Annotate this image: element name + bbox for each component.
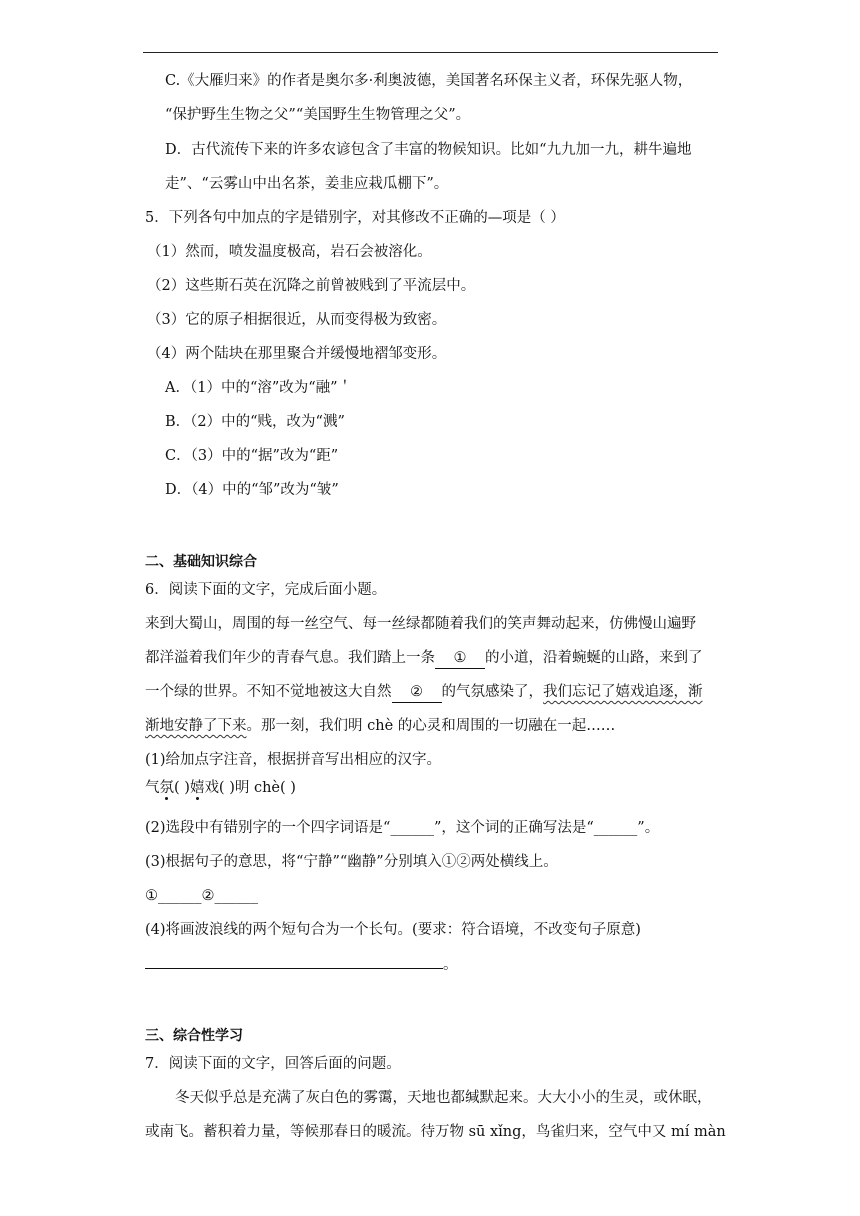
q4-option-d-line2: 走”、“云雾山中出名茶，姜韭应栽瓜棚下”。 (165, 176, 449, 192)
q6-sub4-answer (145, 954, 458, 975)
q5-sentence-3: （3）它的原子相据很近，从而变得极为致密。 (147, 312, 447, 328)
answer-end: 。 (443, 957, 458, 973)
q7-stem: 7．阅读下面的文字，回答后面的问题。 (145, 1056, 401, 1072)
q6-passage-line3 (145, 682, 703, 703)
wavy-underlined-phrase: 我们忘记了嬉戏追逐，渐 (543, 684, 703, 700)
q6-sub3: (3)根据句子的意思，将“宁静”“幽静”分别填入①②两处横线上。 (145, 854, 558, 870)
q4-option-d-line1: D．古代流传下来的许多农谚包含了丰富的物候知识。比如“九九加一九，耕牛遍地 (165, 142, 692, 158)
q6-stem: 6．阅读下面的文字，完成后面小题。 (145, 582, 387, 598)
q6-passage-line2 (145, 648, 703, 669)
q6-passage-line4 (145, 716, 615, 736)
header-rule (143, 52, 718, 53)
q6-sub1-answer-line (145, 778, 296, 798)
q5-option-a: A．（1）中的“溶”改为“融”＇ (165, 380, 353, 396)
q7-passage-line2: 或南飞。蓄积着力量，等候那春日的暖流。待万物 sū xǐng，鸟雀归来，空气中又 mí màn (145, 1124, 726, 1140)
q6-passage-line1: 来到大蜀山，周围的每一丝空气、每一丝绿都随着我们的笑声舞动起来，仿佛慢山遍野 (145, 616, 696, 632)
section-heading-3: 三、综合性学习 (145, 1028, 243, 1044)
blank-2: ② (392, 682, 442, 703)
dotted-char: 嬉 (189, 780, 205, 796)
answer-blank: 戏( )明 chè( ) (204, 780, 296, 796)
passage-text: 一个绿的世界。不知不觉地被这大自然 (145, 684, 392, 700)
q6-sub3-answer: ①______②______ (145, 888, 258, 904)
dotted-char: 氛 (159, 780, 174, 796)
q4-option-c-line2: “保护野生生物之父”“美国野生生物管理之父”。 (165, 107, 471, 123)
q5-option-b: B．（2）中的“贱，改为“溅” (165, 414, 345, 430)
answer-text: 气 (145, 780, 160, 796)
answer-line (145, 954, 443, 969)
q4-option-c-line1: C.《大雁归来》的作者是奥尔多·利奥波德，美国著名环保主义者，环保先驱人物， (165, 73, 693, 89)
passage-text: 的小道，沿着蜿蜒的山路，来到了 (485, 650, 703, 666)
section-heading-2: 二、基础知识综合 (145, 554, 257, 570)
q7-passage-line1: 冬天似乎总是充满了灰白色的雾霭，天地也都缄默起来。大大小小的生灵，或休眠， (175, 1090, 712, 1106)
passage-text: 都洋溢着我们年少的青春气息。我们踏上一条 (145, 650, 435, 666)
passage-text: 。那一刻，我们明 chè 的心灵和周围的一切融在一起…… (246, 718, 616, 734)
passage-text: 的气氛感染了， (441, 684, 543, 700)
q5-sentence-1: （1）然而，喷发温度极高，岩石会被溶化。 (147, 244, 432, 260)
answer-blank: ( ) (174, 780, 190, 796)
q5-stem: 5．下列各句中加点的字是错别字，对其修改不正确的—项是（ ） (145, 210, 565, 226)
q6-sub1: (1)给加点字注音，根据拼音写出相应的汉字。 (145, 752, 442, 768)
blank-1: ① (435, 648, 485, 669)
q5-sentence-2: （2）这些斯石英在沉降之前曾被贱到了平流层中。 (147, 278, 476, 294)
q5-option-d: D．（4）中的“邹”改为“皱” (165, 482, 339, 498)
wavy-underlined-phrase: 渐地安静了下来 (145, 718, 247, 734)
q5-option-c: C．（3）中的“据”改为“距” (165, 448, 339, 464)
q6-sub4: (4)将画波浪线的两个短句合为一个长句。(要求：符合语境，不改变句子原意) (145, 922, 641, 938)
q6-sub2: (2)选段中有错别字的一个四字词语是“______”，这个词的正确写法是“______”。 (145, 820, 660, 836)
q5-sentence-4: （4）两个陆块在那里聚合并缓慢地褶邹变形。 (147, 346, 447, 362)
